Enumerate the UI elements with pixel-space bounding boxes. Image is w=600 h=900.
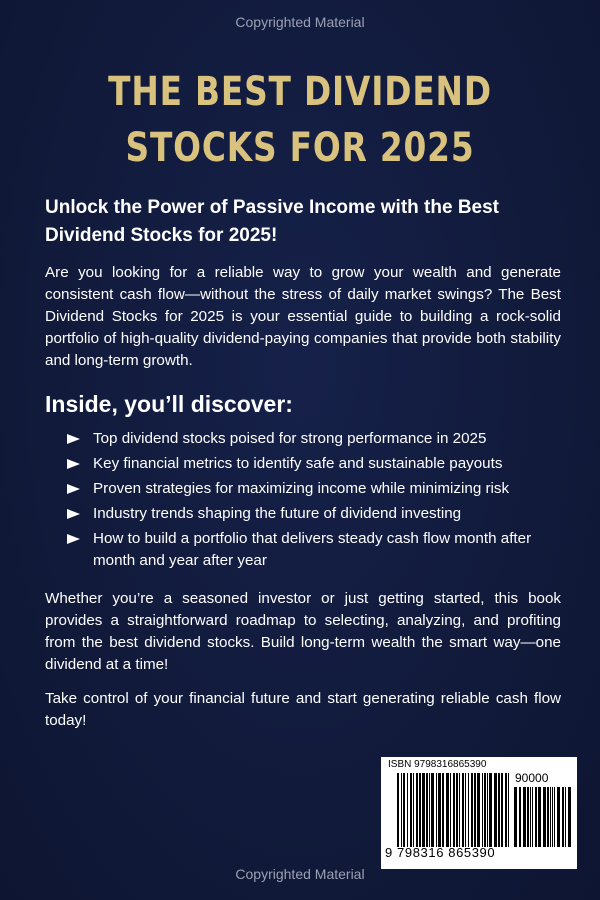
barcode-bar xyxy=(505,773,507,847)
watermark-top: Copyrighted Material xyxy=(235,14,365,30)
list-item-text: Proven strategies for maximizing income while minimizing risk xyxy=(93,480,510,497)
barcode-bar xyxy=(532,787,533,847)
barcode-bar xyxy=(450,773,451,847)
book-title-line-1: THE BEST DIVIDEND xyxy=(108,69,492,115)
barcode-bar xyxy=(474,773,476,847)
barcode-bar xyxy=(446,773,449,847)
list-item xyxy=(67,428,561,450)
arrow-bullet-icon xyxy=(67,434,80,444)
barcode-bar xyxy=(568,787,571,847)
barcode-bar xyxy=(397,773,399,847)
barcode-bar xyxy=(471,773,473,847)
barcode-bar xyxy=(530,787,531,847)
barcode-bar xyxy=(557,787,560,847)
watermark-bottom: Copyrighted Material xyxy=(235,866,365,882)
barcode-addon-bars xyxy=(514,787,572,847)
barcode-bar xyxy=(562,787,564,847)
barcode-bar xyxy=(535,787,537,847)
list-item-text: How to build a portfolio that delivers steady cash flow month after month and year after year xyxy=(93,530,532,569)
barcode-bar xyxy=(498,773,500,847)
intro-paragraph: Are you looking for a reliable way to grow your wealth and generate consistent cash flow—without the stress of daily market swings? The Best Dividend Stocks for 2025 is your essential guide to building a rock-solid portfolio of high-quality dividend-paying companies that provide both stability and long-term growth. xyxy=(45,264,561,369)
barcode-bar xyxy=(565,787,566,847)
list-item-text: Key financial metrics to identify safe and sustainable payouts xyxy=(93,455,503,472)
barcode-bar xyxy=(456,773,458,847)
list-item xyxy=(67,503,561,525)
blurb xyxy=(45,194,561,732)
list-item-text: Top dividend stocks poised for strong performance in 2025 xyxy=(93,430,487,447)
arrow-bullet-icon xyxy=(67,534,80,544)
barcode-bar xyxy=(426,773,428,847)
inside-heading: Inside, you’ll discover: xyxy=(45,391,293,417)
barcode-bar xyxy=(547,787,549,847)
barcode-bar xyxy=(422,773,425,847)
barcode-bar xyxy=(403,773,405,847)
barcode-bar xyxy=(442,773,444,847)
barcode-bar xyxy=(410,773,412,847)
list-item-text: Industry trends shaping the future of dividend investing xyxy=(93,505,462,522)
isbn-barcode xyxy=(381,757,577,869)
barcode-bar xyxy=(419,773,421,847)
barcode-bar xyxy=(431,773,434,847)
barcode-bar xyxy=(477,773,480,847)
barcode-bar xyxy=(438,773,441,847)
barcode-bar xyxy=(494,773,497,847)
list-item xyxy=(67,453,561,475)
price-code: 90000 xyxy=(515,771,549,785)
barcode-bar xyxy=(538,787,541,847)
barcode-digits: 9 798316 865390 xyxy=(385,845,496,860)
barcode-bar xyxy=(487,773,488,847)
barcode-bar xyxy=(543,787,546,847)
barcode-bars xyxy=(397,773,511,847)
barcode-bar xyxy=(459,773,460,847)
barcode-bar xyxy=(519,787,521,847)
isbn-label: ISBN 9798316865390 xyxy=(388,759,487,770)
list-item xyxy=(67,478,561,500)
book-title xyxy=(54,64,546,176)
barcode-bar xyxy=(501,773,503,847)
barcode-bar xyxy=(550,787,551,847)
barcode-bar xyxy=(523,787,526,847)
barcode-bar xyxy=(484,773,486,847)
barcode-bar xyxy=(465,773,466,847)
closing-paragraph: Whether you’re a seasoned investor or just getting started, this book provides a straightforward roadmap to selecting, analyzing, and profiting from the best dividend stocks. Build long-term wealth the smart way—one dividend at a time! xyxy=(45,590,561,673)
barcode-bar xyxy=(401,773,402,847)
arrow-bullet-icon xyxy=(67,509,80,519)
barcode-bar xyxy=(527,787,529,847)
barcode-bar xyxy=(508,773,509,847)
barcode-bar xyxy=(514,787,517,847)
barcode-bar xyxy=(429,773,430,847)
list-item xyxy=(67,528,561,572)
barcode-bar xyxy=(462,773,464,847)
barcode-bar xyxy=(436,773,437,847)
blurb-headline: Unlock the Power of Passive Income with the Best Dividend Stocks for 2025! xyxy=(45,197,500,246)
barcode-bar xyxy=(489,773,492,847)
barcode-bar xyxy=(413,773,414,847)
discover-list xyxy=(45,428,561,572)
book-title-line-2: STOCKS FOR 2025 xyxy=(125,125,475,171)
call-to-action: Take control of your financial future and start generating reliable cash flow today! xyxy=(45,690,561,729)
barcode-bar xyxy=(468,773,469,847)
arrow-bullet-icon xyxy=(67,484,80,494)
barcode-bar xyxy=(552,787,553,847)
barcode-bar xyxy=(554,787,555,847)
barcode-bar xyxy=(453,773,455,847)
barcode-bar xyxy=(407,773,408,847)
arrow-bullet-icon xyxy=(67,459,80,469)
barcode-bar xyxy=(416,773,418,847)
barcode-bar xyxy=(482,773,483,847)
